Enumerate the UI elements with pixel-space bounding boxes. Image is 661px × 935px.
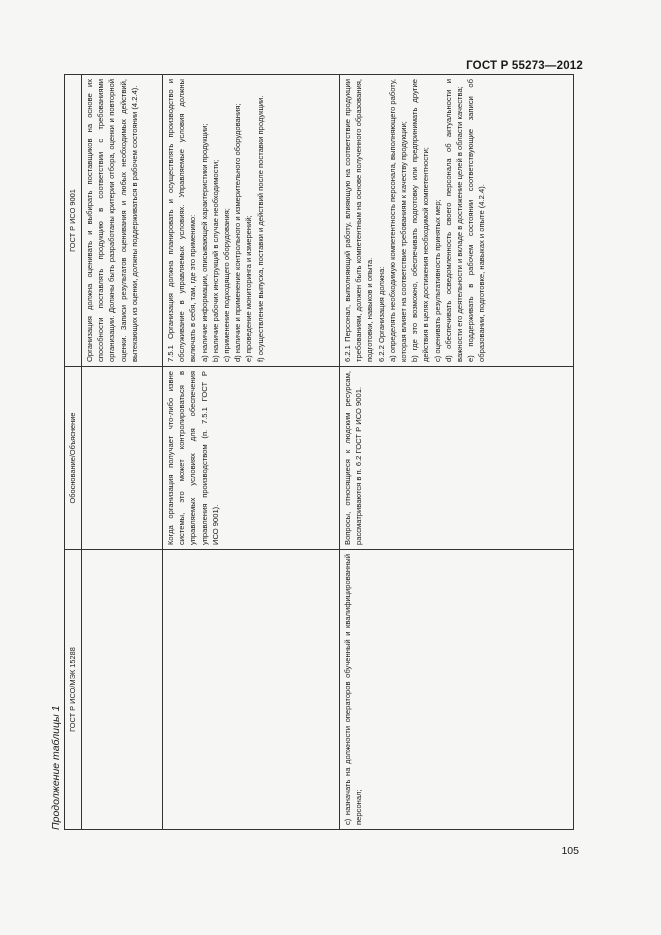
cell-rationale: Когда организация получает что-либо извне системы, это может контролироваться в управляемых условиях для обеспечения управления производством (п. 7.5.1 ГОСТ Р ИСО 9001).	[163, 367, 340, 550]
cell-9001	[82, 75, 163, 367]
rotated-content	[48, 79, 578, 840]
cell-15288	[163, 550, 340, 830]
list-item: a) наличие информации, описывающей характеристики продукции;	[199, 123, 209, 362]
list-item: b) наличие рабочих инструкций в случае необходимости;	[210, 159, 220, 362]
list-item: b) где это возможно, обеспечивать подготовку или предпринимать другие действия в целях достижения необходимой компетентности;	[410, 79, 431, 362]
cell-rationale	[82, 367, 163, 550]
list-item: f) осуществление выпуска, поставки и действий после поставки продукции.	[255, 95, 265, 362]
paragraph: Организация должна оценивать и выбирать поставщиков на основе их способности поставлять продукцию в соответствии с требованиями организации. Должны быть разработаны критерии отбора, оценки и повторной оценки. Записи результатов оценивания и любых необходимых действий, вытекающих из оценки, должны поддерживаться в рабочем состоянии (4.2.4).	[85, 79, 139, 362]
table-header-row	[65, 75, 82, 830]
table-row	[163, 75, 340, 830]
column-header-15288: ГОСТ Р ИСО/МЭК 15288	[65, 550, 82, 830]
paragraph: 6.2.2 Организация должна:	[376, 266, 386, 362]
cell-9001	[340, 75, 574, 367]
cell-15288: c) назначать на должности операторов обученный и квалифицированный персонал;	[340, 550, 574, 830]
list-item: a) определять необходимую компетентность персонала, выполняющего работу, которая влияет на соответствие требованиям к качеству продукции;	[387, 79, 409, 362]
table-row	[340, 75, 574, 830]
list-item: e) поддерживать в рабочем состоянии соответствующие записи об образовании, подготовке, навыках и опыте (4.2.4).	[466, 79, 487, 362]
comparison-table	[64, 74, 574, 830]
list-item: c) применение подходящего оборудования;	[222, 208, 232, 362]
rotated-page-content	[48, 79, 578, 840]
list-item: e) проведение мониторинга и измерений;	[244, 215, 254, 362]
column-header-rationale: Обоснование/Объяснение	[65, 367, 82, 550]
list-item: c) оценивать результативность принятых мер;	[432, 199, 442, 362]
paragraph: 7.5.1 Организация должна планировать и осуществлять производство и обслуживание в управляемых условиях. Управляемые условия должны включать в себя, там, где это применимо:	[166, 79, 198, 362]
continuation-label: Продолжение таблицы 1	[50, 705, 62, 830]
cell-rationale: Вопросы, относящиеся к людским ресурсам, рассматриваются в п. 6.2 ГОСТ Р ИСО 9001.	[340, 367, 574, 550]
column-header-9001: ГОСТ Р ИСО 9001	[65, 75, 82, 367]
paragraph: 6.2.1 Персонал, выполняющий работу, влияющую на соответствие продукции требованиям, должен быть компетентным на основе полученного образования, подготовки, навыков и опыта.	[343, 79, 375, 362]
page-number: 105	[561, 845, 579, 857]
table-row	[82, 75, 163, 830]
list-item: d) наличие и применение контрольного и измерительного оборудования;	[233, 103, 243, 362]
standard-header: ГОСТ Р 55273—2012	[466, 60, 583, 72]
cell-9001	[163, 75, 340, 367]
list-item: d) обеспечивать осведомленность своего персонала об актуальности и важности его деятельности и вкладе в достижение целей в области качества;	[443, 79, 465, 362]
cell-15288	[82, 550, 163, 830]
